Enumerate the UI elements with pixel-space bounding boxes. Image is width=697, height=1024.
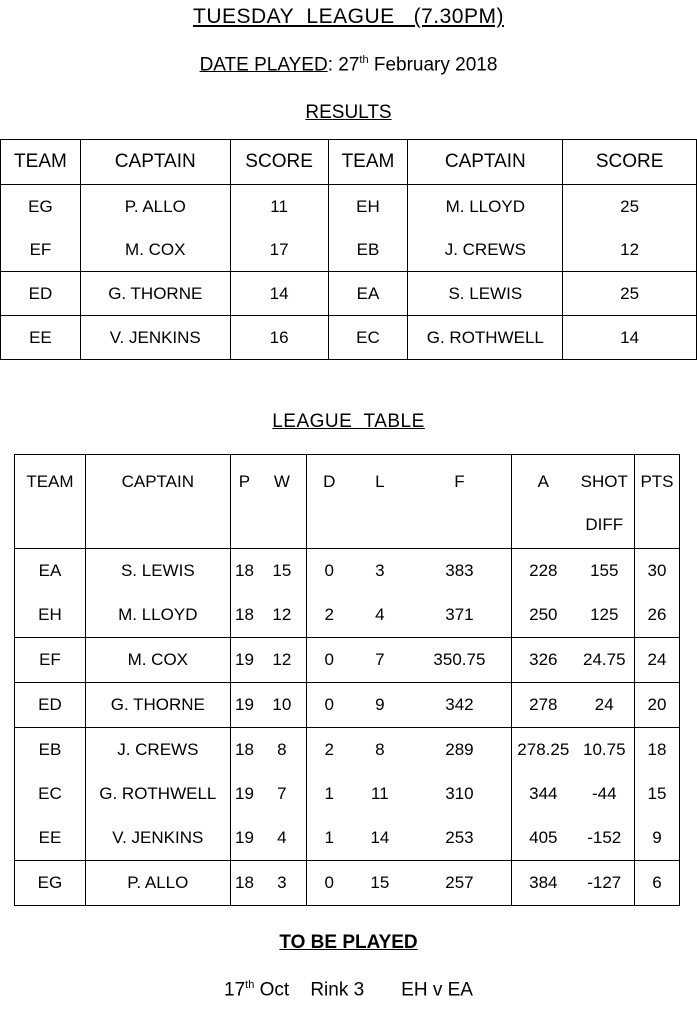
- results-header-score-2: SCORE: [563, 140, 697, 185]
- table-cell: 25: [563, 272, 697, 316]
- table-cell: EC: [15, 772, 86, 816]
- table-cell: EE: [15, 816, 86, 861]
- table-cell: 3: [375, 561, 385, 580]
- table-cell: 26: [634, 593, 679, 638]
- fixture-rink: Rink 3: [310, 979, 365, 1001]
- league-header-shot-line2: DIFF: [585, 515, 624, 534]
- table-cell: 24.75: [575, 638, 635, 683]
- table-cell: 4: [277, 828, 287, 847]
- table-row: [15, 683, 680, 728]
- results-header-captain-2: CAPTAIN: [408, 140, 563, 185]
- page-title: TUESDAY LEAGUE (7.30PM): [193, 5, 504, 28]
- table-cell: EF: [15, 638, 86, 683]
- league-header-team: TEAM: [15, 455, 86, 549]
- table-cell: 18: [634, 728, 679, 773]
- table-cell: 1: [306, 772, 352, 816]
- table-cell: 278.25: [512, 728, 575, 773]
- date-separator: :: [327, 54, 339, 76]
- table-cell: 405: [512, 816, 575, 861]
- results-table: [0, 139, 697, 360]
- table-cell: G. THORNE: [80, 272, 230, 316]
- table-cell: 20: [634, 683, 679, 728]
- table-cell: -152: [587, 828, 622, 847]
- table-cell: 0: [306, 549, 352, 594]
- table-cell: M. LLOYD: [85, 593, 230, 638]
- table-cell: 15: [352, 861, 408, 906]
- table-cell: 12: [258, 638, 306, 683]
- table-cell: EG: [1, 185, 81, 229]
- table-cell: -127: [575, 861, 635, 906]
- league-table: [14, 454, 680, 906]
- table-cell: EC: [328, 316, 408, 360]
- table-cell: 18: [230, 549, 258, 594]
- results-header-captain: CAPTAIN: [80, 140, 230, 185]
- table-cell: 342: [408, 683, 512, 728]
- table-row: [1, 228, 697, 272]
- fixture-day-suffix: th: [245, 979, 255, 991]
- table-row: [15, 593, 680, 638]
- league-table-heading: LEAGUE TABLE: [272, 411, 425, 432]
- table-cell: 383: [445, 561, 474, 580]
- table-cell: S. LEWIS: [85, 549, 230, 594]
- fixture-day: 17: [224, 979, 246, 1001]
- table-row: [1, 272, 697, 316]
- table-cell: -44: [591, 784, 617, 803]
- table-cell: EH: [15, 593, 86, 638]
- table-cell: 12: [272, 605, 292, 624]
- table-row: [15, 549, 680, 594]
- date-played-line: [0, 54, 697, 76]
- table-cell: 278: [512, 683, 575, 728]
- table-cell: P. ALLO: [80, 185, 230, 229]
- table-cell: 14: [230, 272, 328, 316]
- table-cell: 371: [445, 605, 474, 624]
- table-cell: 9: [352, 683, 408, 728]
- table-row: [15, 728, 680, 773]
- table-cell: 12: [563, 228, 697, 272]
- table-cell: 250: [512, 593, 575, 638]
- table-cell: 19: [230, 683, 258, 728]
- results-header-team-2: TEAM: [328, 140, 408, 185]
- table-cell: 11: [371, 784, 389, 803]
- table-cell: 2: [306, 728, 352, 773]
- table-cell: 24: [575, 683, 635, 728]
- table-cell: G. ROTHWELL: [408, 316, 563, 360]
- table-cell: 2: [306, 593, 352, 638]
- league-header-for: F: [408, 455, 512, 549]
- results-header-row: [1, 140, 697, 185]
- table-cell: EF: [1, 228, 81, 272]
- league-header-lost: L: [352, 455, 408, 549]
- table-cell: 1: [306, 816, 352, 861]
- table-cell: 8: [258, 728, 306, 773]
- table-row: [15, 816, 680, 861]
- table-cell: EH: [328, 185, 408, 229]
- league-header-captain: CAPTAIN: [85, 455, 230, 549]
- league-header-row: [15, 455, 680, 549]
- table-cell: 8: [352, 728, 408, 773]
- table-cell: G. ROTHWELL: [85, 772, 230, 816]
- table-cell: 326: [512, 638, 575, 683]
- fixture-line: [0, 979, 697, 1001]
- results-heading: RESULTS: [305, 102, 392, 123]
- table-cell: EA: [328, 272, 408, 316]
- table-cell: G. THORNE: [85, 683, 230, 728]
- table-cell: EG: [15, 861, 86, 906]
- table-cell: 4: [375, 605, 385, 624]
- table-cell: M. COX: [80, 228, 230, 272]
- table-row: [15, 638, 680, 683]
- table-cell: 17: [230, 228, 328, 272]
- date-day-suffix: th: [359, 54, 369, 66]
- table-cell: 25: [563, 185, 697, 229]
- table-cell: 0: [306, 861, 352, 906]
- league-header-shot-diff: [575, 455, 635, 549]
- table-cell: 16: [230, 316, 328, 360]
- table-cell: 253: [445, 828, 474, 847]
- league-header-played: P: [230, 455, 258, 549]
- table-cell: 384: [512, 861, 575, 906]
- table-cell: V. JENKINS: [80, 316, 230, 360]
- table-cell: 18: [230, 728, 258, 773]
- table-cell: 11: [230, 185, 328, 229]
- league-header-shot-line1: SHOT: [580, 472, 628, 491]
- table-cell: 7: [277, 784, 287, 803]
- table-row: [15, 772, 680, 816]
- table-cell: ED: [15, 683, 86, 728]
- table-cell: 344: [512, 772, 575, 816]
- table-cell: 19: [230, 638, 258, 683]
- table-cell: 155: [590, 561, 619, 580]
- table-row: [1, 316, 697, 360]
- table-cell: 257: [408, 861, 512, 906]
- table-cell: M. COX: [85, 638, 230, 683]
- table-cell: S. LEWIS: [408, 272, 563, 316]
- table-cell: 19: [230, 816, 258, 861]
- table-cell: M. LLOYD: [408, 185, 563, 229]
- table-cell: 7: [352, 638, 408, 683]
- table-cell: V. JENKINS: [85, 816, 230, 861]
- table-cell: P. ALLO: [85, 861, 230, 906]
- results-header-team: TEAM: [1, 140, 81, 185]
- table-cell: ED: [1, 272, 81, 316]
- league-header-won: W: [258, 455, 306, 549]
- table-cell: 10: [258, 683, 306, 728]
- fixture-match: EH v EA: [401, 979, 473, 1001]
- table-row: [15, 861, 680, 906]
- table-row: [1, 185, 697, 229]
- table-cell: 0: [306, 683, 352, 728]
- to-be-played-heading: TO BE PLAYED: [279, 932, 418, 953]
- table-cell: EE: [1, 316, 81, 360]
- date-played-label: DATE PLAYED: [199, 54, 328, 76]
- fixture-month: Oct: [254, 979, 290, 1001]
- table-cell: 9: [634, 816, 679, 861]
- table-cell: 3: [258, 861, 306, 906]
- table-cell: 125: [590, 605, 619, 624]
- league-header-points: PTS: [634, 455, 679, 549]
- table-cell: EB: [328, 228, 408, 272]
- table-cell: J. CREWS: [408, 228, 563, 272]
- table-cell: 14: [563, 316, 697, 360]
- league-header-against: A: [512, 455, 575, 549]
- table-cell: 0: [306, 638, 352, 683]
- table-cell: EB: [15, 728, 86, 773]
- table-cell: 18: [230, 861, 258, 906]
- table-cell: 14: [370, 828, 390, 847]
- date-rest: February 2018: [368, 54, 498, 76]
- table-cell: 15: [634, 772, 679, 816]
- table-cell: 6: [634, 861, 679, 906]
- league-header-drawn: D: [306, 455, 352, 549]
- date-day: 27: [338, 54, 360, 76]
- table-cell: 30: [634, 549, 679, 594]
- table-cell: 289: [408, 728, 512, 773]
- table-cell: 350.75: [408, 638, 512, 683]
- table-cell: 19: [230, 772, 258, 816]
- table-cell: 18: [230, 593, 258, 638]
- table-cell: 10.75: [575, 728, 635, 773]
- table-cell: J. CREWS: [85, 728, 230, 773]
- table-cell: 310: [445, 784, 474, 803]
- results-header-score: SCORE: [230, 140, 328, 185]
- table-cell: EA: [15, 549, 86, 594]
- table-cell: 24: [634, 638, 679, 683]
- table-cell: 228: [512, 549, 575, 594]
- table-cell: 15: [272, 561, 292, 580]
